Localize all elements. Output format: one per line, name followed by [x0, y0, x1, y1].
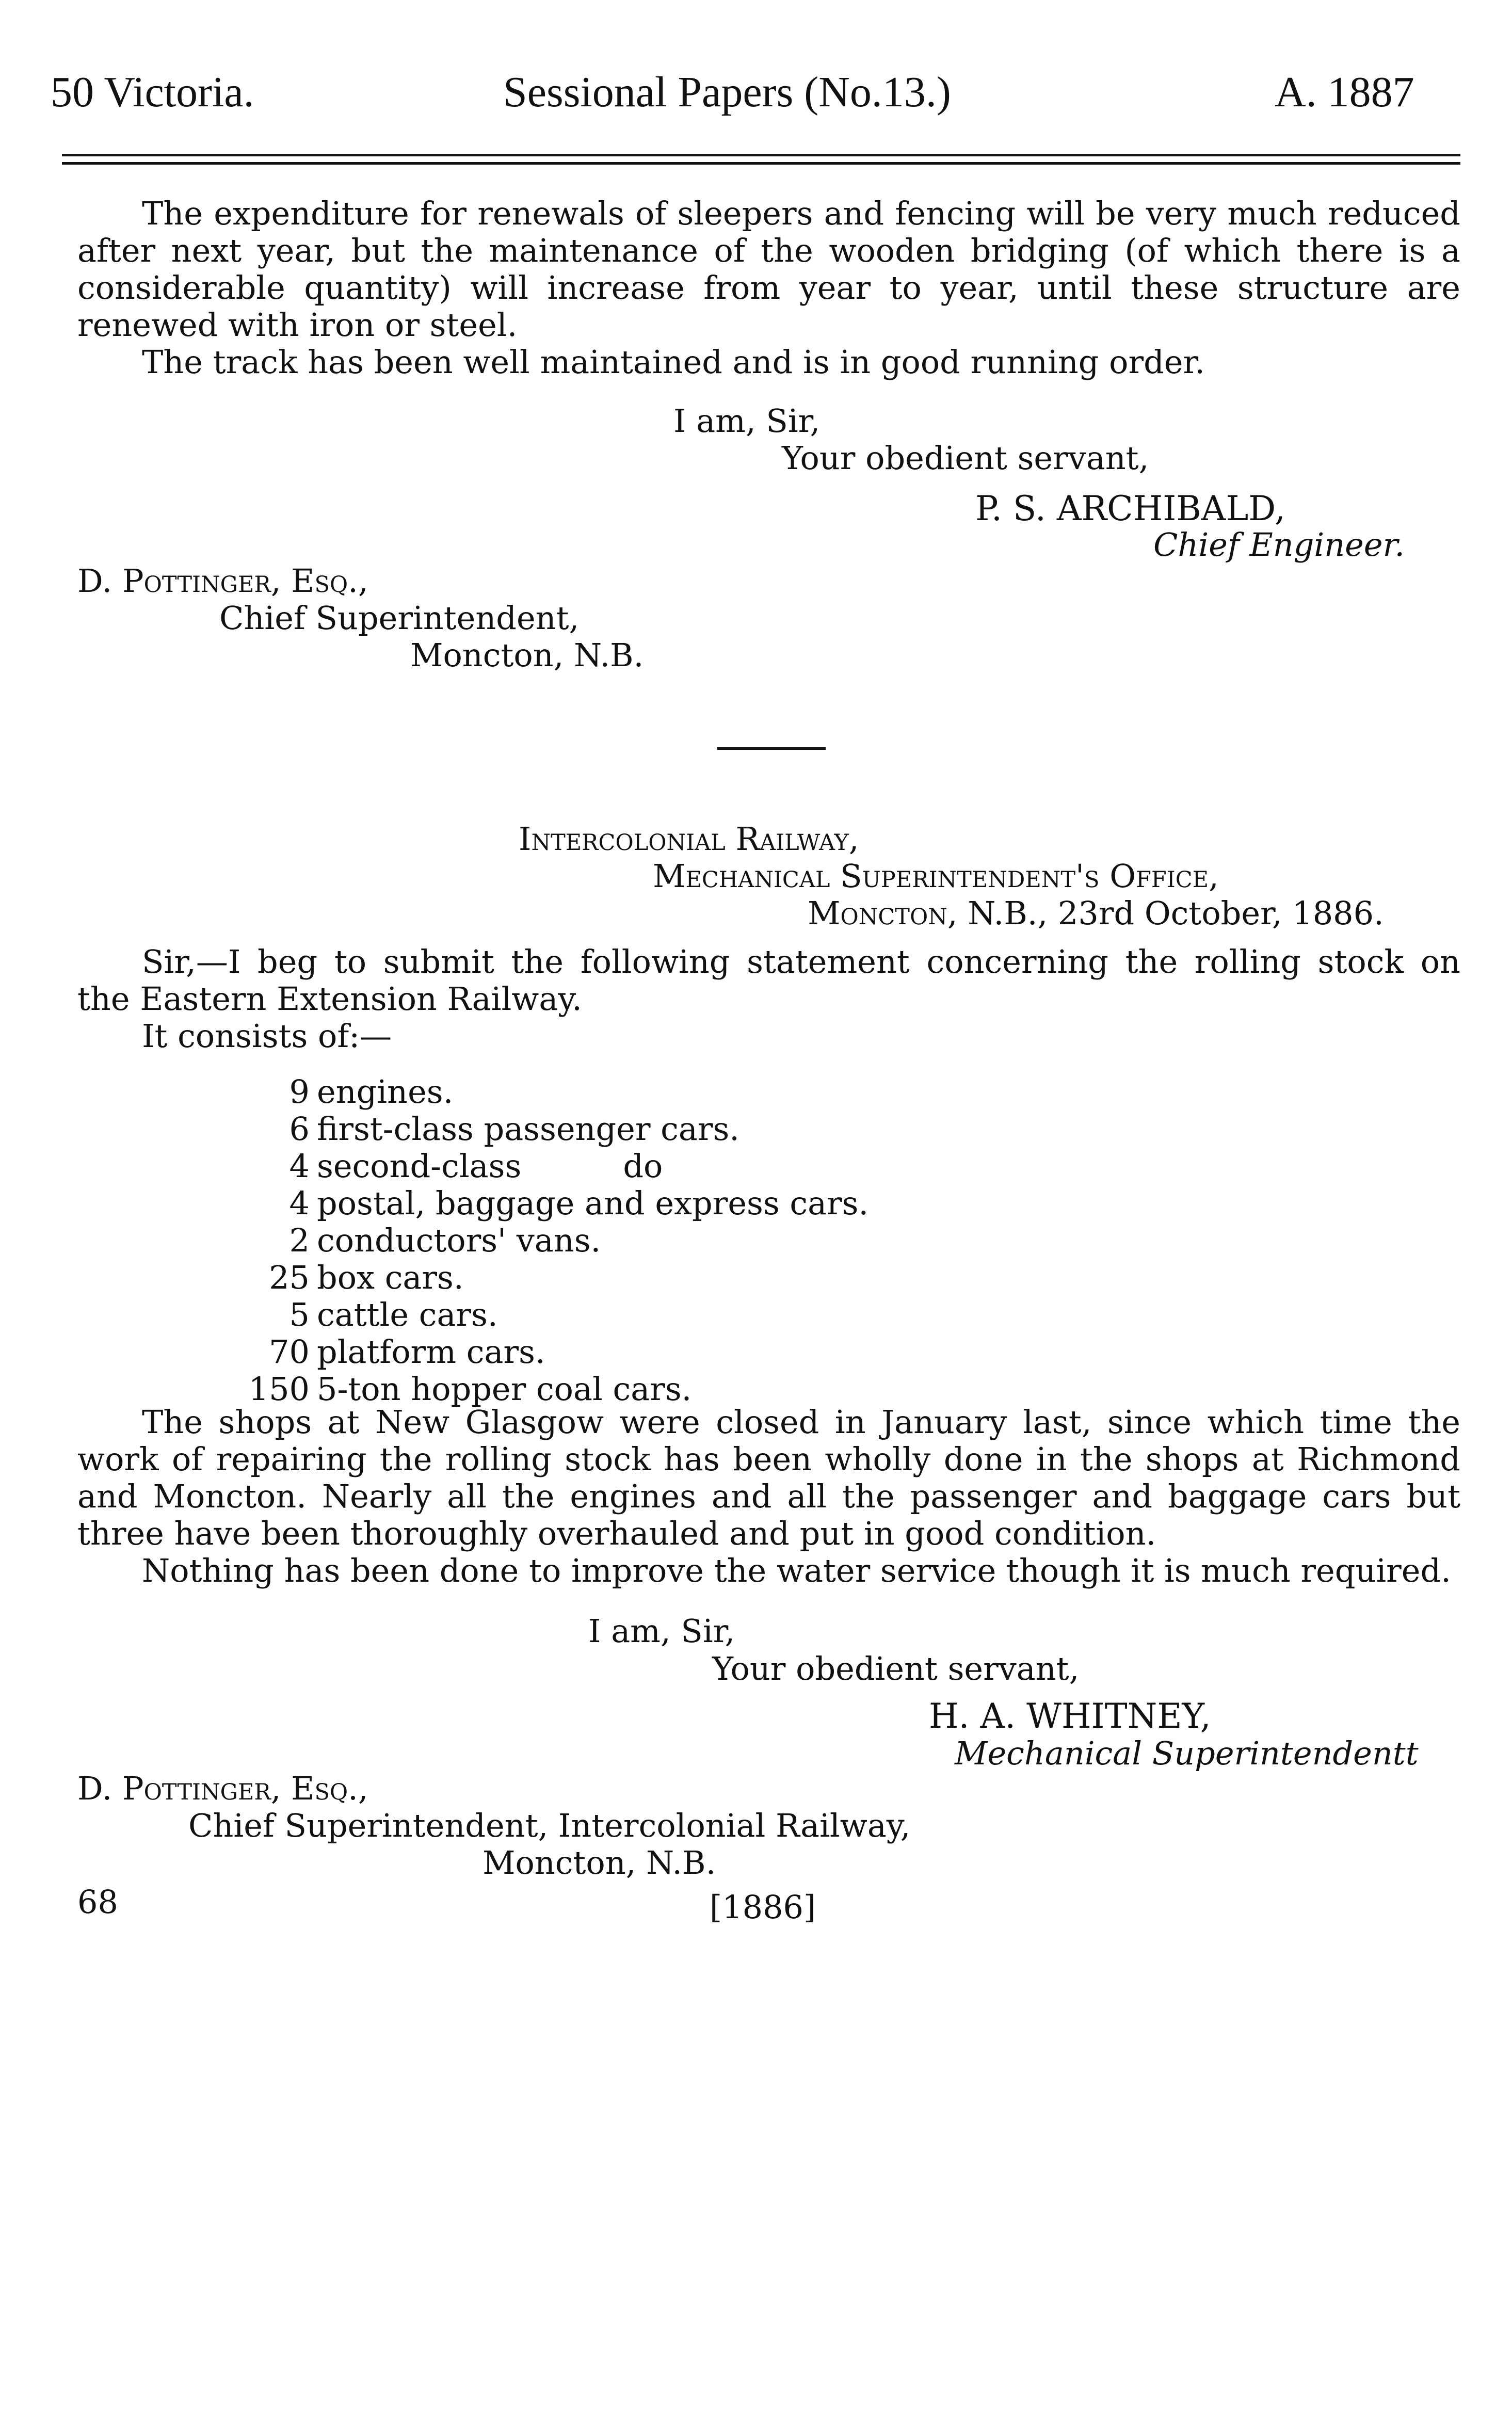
text-line: Sir,—I beg to submit the following statement concerning the rolling stock on	[142, 943, 1460, 981]
letter1-addressee-name: D. Pottinger, Esq.,	[77, 562, 368, 600]
letter1-addressee-title: Chief Superintendent,	[219, 599, 580, 637]
text-line: The shops at New Glasgow were closed in January last, since which time the	[142, 1403, 1460, 1441]
list-item: 6 first-class passenger cars.	[289, 1110, 740, 1148]
rolling-stock-list	[227, 1073, 868, 1408]
page-number: 68	[77, 1883, 118, 1921]
letter1-paragraph	[77, 195, 1460, 381]
letter2-closing-servant: Your obedient servant,	[712, 1650, 1080, 1687]
list-item: 4 second-class do	[289, 1147, 663, 1185]
list-item: 4 postal, baggage and express cars.	[289, 1184, 869, 1222]
letter1-closing: I am, Sir,	[673, 402, 821, 440]
letter2-head-railway: Intercolonial Railway,	[519, 820, 859, 858]
list-item: 150 5-ton hopper coal cars.	[248, 1370, 692, 1408]
header-year: A. 1887	[1275, 68, 1414, 116]
letter2-head-office: Mechanical Superintendent's Office,	[653, 857, 1219, 895]
letter2-paragraph	[77, 1404, 1460, 1589]
letter2-closing: I am, Sir,	[588, 1612, 735, 1650]
letter2-head-date	[808, 895, 1384, 932]
header-rule-top	[62, 154, 1460, 156]
list-item: 9 engines.	[289, 1073, 454, 1111]
letter2-addressee-name: D. Pottinger, Esq.,	[77, 1770, 368, 1807]
text-line: the Eastern Extension Railway.	[77, 980, 582, 1018]
list-item: 5 cattle cars.	[289, 1296, 498, 1333]
header-title: Sessional Papers (No.13.)	[503, 68, 951, 116]
letter1-addressee-place: Moncton, N.B.	[410, 636, 644, 674]
list-item: 70 platform cars.	[269, 1333, 545, 1371]
document-reference: [1886]	[710, 1888, 816, 1926]
letter2-addressee-title: Chief Superintendent, Intercolonial Railway,	[188, 1807, 911, 1844]
letter2-head-place: Moncton,	[808, 894, 958, 932]
text-line: work of repairing the rolling stock has been wholly done in the shops at Richmond	[77, 1440, 1460, 1478]
list-item: 2 conductors' vans.	[289, 1221, 601, 1259]
letter1-signature: P. S. ARCHIBALD,	[975, 489, 1285, 528]
list-item: 25 box cars.	[269, 1259, 464, 1296]
text-line: after next year, but the maintenance of the wooden bridging (of which there is a	[77, 232, 1460, 269]
text-line: considerable quantity) will increase from year to year, until these structure are	[77, 269, 1460, 307]
letter2-signature-title: Mechanical Superintendentt	[955, 1734, 1419, 1772]
letter2-intro	[77, 943, 1460, 1055]
header-rule-bottom	[62, 162, 1460, 165]
letter2-head-date-text: N.B., 23rd October, 1886.	[968, 894, 1384, 932]
letter2-addressee-place: Moncton, N.B.	[482, 1844, 716, 1882]
text-line: The track has been well maintained and is in good running order.	[142, 343, 1205, 381]
section-separator	[717, 747, 826, 750]
text-line: The expenditure for renewals of sleepers and fencing will be very much reduced	[142, 195, 1460, 232]
text-line: It consists of:—	[142, 1017, 392, 1055]
letter1-closing-servant: Your obedient servant,	[782, 439, 1149, 477]
text-line: and Moncton. Nearly all the engines and all the passenger and baggage cars but	[77, 1477, 1460, 1515]
letter1-signature-title: Chief Engineer.	[1153, 526, 1405, 564]
text-line: renewed with iron or steel.	[77, 306, 518, 344]
letter2-signature: H. A. WHITNEY,	[929, 1696, 1211, 1736]
header-volume: 50 Victoria.	[51, 68, 254, 116]
text-line: three have been thoroughly overhauled and put in good condition.	[77, 1515, 1156, 1552]
text-line: Nothing has been done to improve the water service though it is much required.	[142, 1552, 1451, 1589]
